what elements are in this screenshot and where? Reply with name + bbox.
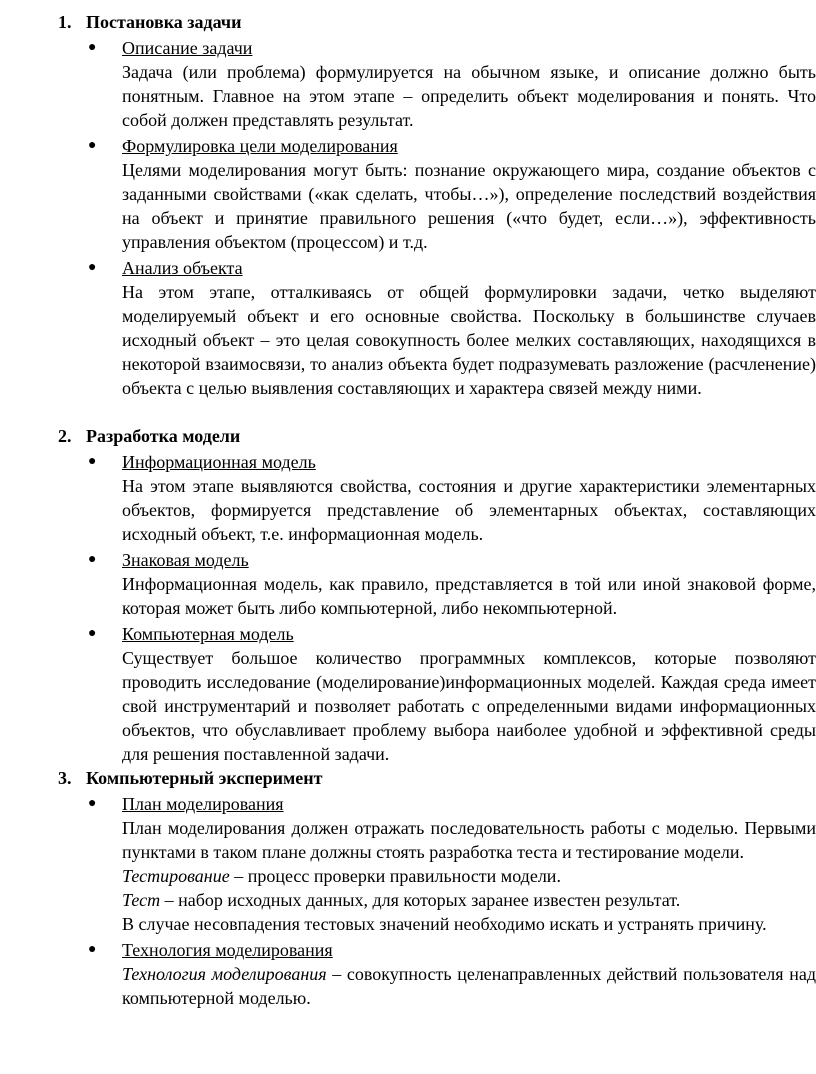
section-number: 3. <box>58 768 72 788</box>
item-title: Описание задачи <box>122 38 253 58</box>
item-title: Технология моделирования <box>122 940 333 960</box>
bullet-icon: ● <box>88 942 97 957</box>
bullet-icon: ● <box>88 552 97 567</box>
list-item <box>0 450 816 546</box>
item-paragraph: План моделирования должен отражать последовательность работы с моделью. Первыми пунктами в таком плане должны стоять разработка теста и тестирование модели. <box>122 818 816 862</box>
item-paragraph: На этом этапе, отталкиваясь от общей формулировки задачи, четко выделяют моделируемый объект и его основные свойства. Поскольку в большинстве случаев исходный объект – это целая совокупность более мелких составляющих, находящихся в некоторой взаимосвязи, то анализ объекта будет подразумевать разложение (расчленение) объекта с целью выявления составляющих и характера связей между ними. <box>122 282 816 398</box>
definition-paragraph <box>122 864 816 888</box>
term: Тестирование <box>122 866 230 886</box>
list-item <box>0 938 816 1010</box>
item-paragraph: На этом этапе выявляются свойства, состояния и другие характеристики элементарных объектов, формируется представление об элементарных объектах, составляющих исходный объект, т.е. информационная модель. <box>122 476 816 544</box>
bullet-icon: ● <box>88 260 97 275</box>
section-heading <box>0 10 816 34</box>
definition-text: – совокупность целенаправленных действий пользователя над компьютерной моделью. <box>122 964 816 1008</box>
section-number: 1. <box>58 12 72 32</box>
section-number: 2. <box>58 426 72 446</box>
section-heading <box>0 766 816 790</box>
list-item <box>0 256 816 400</box>
list-item <box>0 134 816 254</box>
term: Тест <box>122 890 161 910</box>
definition-text: – процесс проверки правильности модели. <box>229 866 561 886</box>
item-paragraph: Задача (или проблема) формулируется на обычном языке, и описание должно быть понятным. Главное на этом этапе – определить объект моделирования и понять. Что собой должен представлять результат. <box>122 62 816 130</box>
definition-text: – набор исходных данных, для которых заранее известен результат. <box>160 890 681 910</box>
item-title: Знаковая модель <box>122 550 249 570</box>
bullet-icon: ● <box>88 454 97 469</box>
bullet-icon: ● <box>88 626 97 641</box>
item-title: Формулировка цели моделирования <box>122 136 398 156</box>
item-title: План моделирования <box>122 794 284 814</box>
list-item <box>0 792 816 936</box>
section-title: Разработка модели <box>86 426 241 446</box>
item-title: Компьютерная модель <box>122 624 294 644</box>
section-heading <box>0 424 816 448</box>
section-title: Постановка задачи <box>86 12 242 32</box>
section-computer-experiment <box>0 766 816 1010</box>
item-paragraph: Существует большое количество программных комплексов, которые позволяют проводить исследование (моделирование)информационных моделей. Каждая среда имеет свой инструментарий и позволяет работать с определенными видами информационных объектов, что обуславливает проблему выбора наиболее удобной и эффективной среды для решения поставленной задачи. <box>122 648 816 764</box>
list-item <box>0 36 816 132</box>
item-paragraph: Информационная модель, как правило, представляется в той или иной знаковой форме, которая может быть либо компьютерной, либо некомпьютерной. <box>122 574 816 618</box>
section-problem-statement <box>0 10 816 400</box>
list-item <box>0 548 816 620</box>
item-paragraph: В случае несовпадения тестовых значений необходимо искать и устранять причину. <box>122 914 767 934</box>
item-paragraph: Целями моделирования могут быть: познание окружающего мира, создание объектов с заданными свойствами («как сделать, чтобы…»), определение последствий воздействия на объект и принятие правильного решения («что будет, если…»), эффективность управления объектом (процессом) и т.д. <box>122 160 816 252</box>
term: Технология моделирования <box>122 964 327 984</box>
item-title: Анализ объекта <box>122 258 243 278</box>
bullet-icon: ● <box>88 138 97 153</box>
item-title: Информационная модель <box>122 452 316 472</box>
bullet-icon: ● <box>88 40 97 55</box>
list-item <box>0 622 816 766</box>
definition-paragraph <box>122 888 816 912</box>
section-title: Компьютерный эксперимент <box>86 768 323 788</box>
definition-paragraph <box>122 962 816 1010</box>
section-model-development <box>0 424 816 766</box>
bullet-icon: ● <box>88 796 97 811</box>
